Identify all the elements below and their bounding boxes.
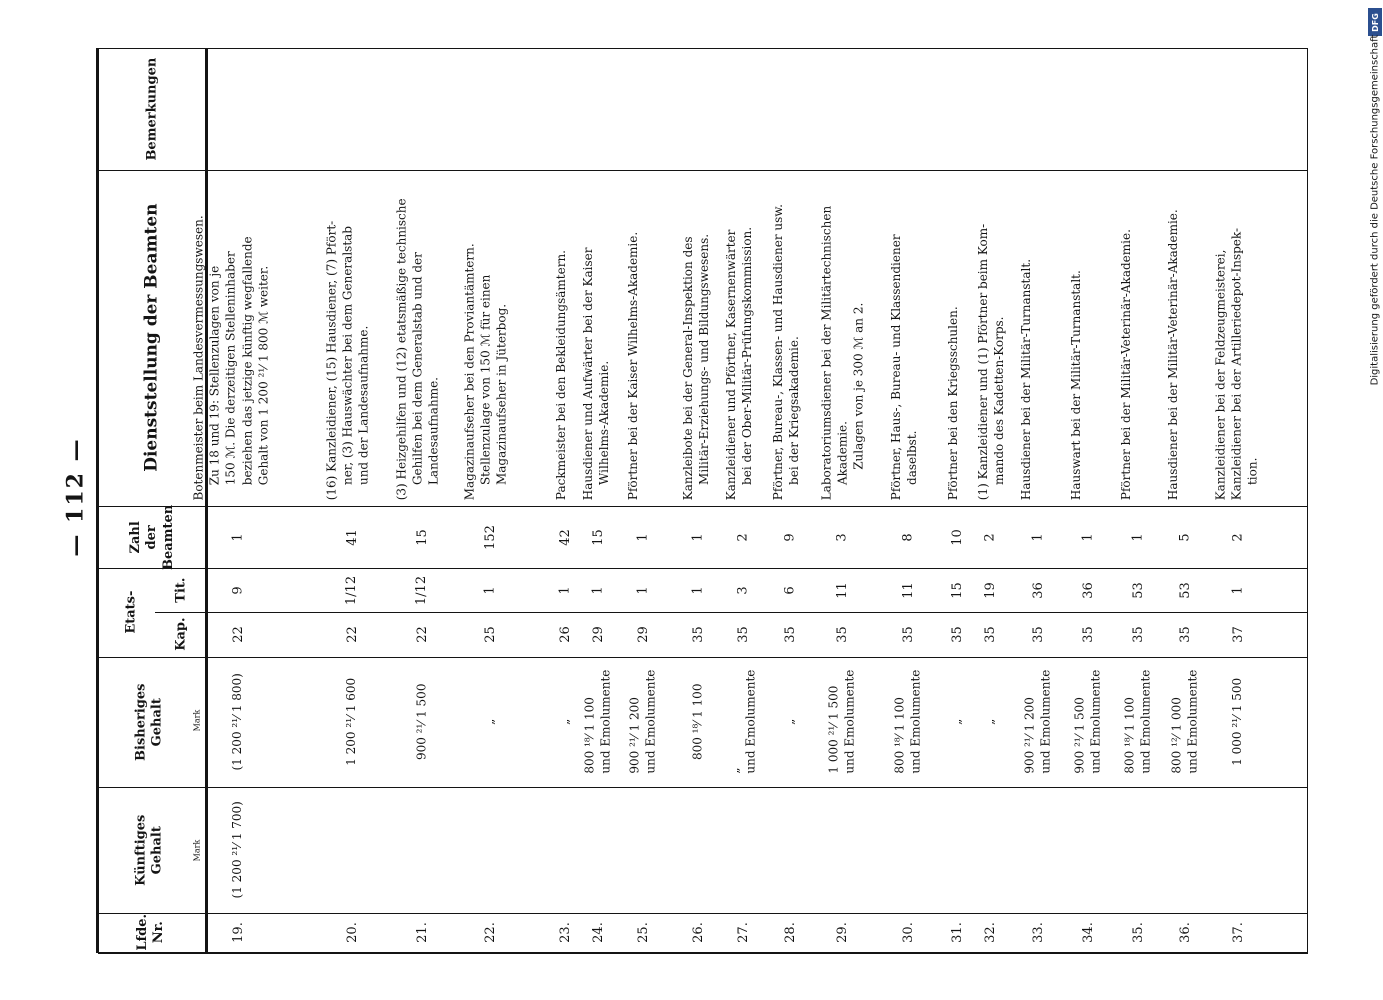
cell-tit: 1/12 — [414, 575, 430, 605]
cell-future — [623, 787, 663, 913]
cell-future — [721, 787, 766, 913]
cell-future — [973, 787, 1008, 913]
cell-nr: 36. — [1177, 922, 1193, 943]
cell-count: 41 — [344, 528, 360, 546]
cell-previous: 1 000 ²¹⁄ 1 500 — [1230, 678, 1245, 766]
cell-previous: „ — [949, 718, 964, 726]
cell-kap: 35 — [1177, 626, 1193, 643]
cell-kap: 37 — [1230, 626, 1246, 643]
cell-count: 10 — [949, 528, 965, 546]
cell-count: 15 — [414, 528, 430, 546]
cell-previous: 800 ¹⁸⁄ 1 100 und Emolumente — [582, 669, 613, 775]
cell-previous: „ — [557, 718, 572, 726]
cell-nr: 33. — [1030, 922, 1046, 943]
cell-previous: „ und Emolumente — [727, 669, 758, 775]
header-kap: Kap. — [173, 617, 189, 652]
header-tit: Tit. — [173, 577, 189, 603]
cell-kap: 35 — [834, 626, 850, 643]
cell-kap: 25 — [482, 626, 498, 643]
cell-future — [460, 787, 520, 913]
cell-nr: 19. — [230, 922, 246, 943]
table-right-border — [1307, 48, 1308, 953]
header-remarks: Bemerkungen — [144, 57, 160, 161]
cell-future — [1211, 787, 1266, 913]
cell-nr: 24. — [590, 922, 606, 943]
cell-nr: 35. — [1130, 922, 1146, 943]
cell-kap: 35 — [949, 626, 965, 643]
header-count: Zahl der Beamten — [128, 504, 176, 570]
cell-tit: 36 — [1080, 581, 1096, 599]
cell-nr: 32. — [982, 922, 998, 943]
cell-future: (1 200 ²¹⁄ 1 700) — [230, 801, 245, 899]
cell-count: 152 — [482, 524, 498, 550]
cell-future — [1116, 787, 1161, 913]
cell-tit: 1/12 — [344, 575, 360, 605]
cell-count: 1 — [1130, 532, 1146, 542]
cell-tit: 36 — [1030, 581, 1046, 599]
cell-previous: 1 000 ²¹⁄ 1 500 und Emolumente — [826, 669, 857, 775]
unit-mark-previous: Mark — [192, 709, 202, 731]
cell-previous: „ — [482, 718, 497, 726]
cell-tit: 6 — [782, 585, 798, 595]
cell-future — [678, 787, 718, 913]
cell-tit: 19 — [982, 581, 998, 599]
cell-future — [886, 787, 931, 913]
header-position: Dienststellung der Beamten — [141, 203, 162, 473]
cell-previous: 1 200 ²¹⁄ 1 600 — [344, 678, 359, 766]
cell-count: 42 — [557, 528, 573, 546]
cell-count: 2 — [982, 532, 998, 542]
cell-nr: 28. — [782, 922, 798, 943]
cell-previous: 800 ¹⁸⁄ 1 100 und Emolumente — [892, 669, 923, 775]
digitization-credit: Digitalisierung gefördert durch die Deutsche Forschungsgemeinschaft — [1369, 34, 1381, 386]
cell-tit: 1 — [1230, 585, 1246, 595]
cell-previous: „ — [982, 718, 997, 726]
table-bottom-rule — [98, 952, 1308, 954]
cell-tit: 1 — [557, 585, 573, 595]
cell-previous: „ — [782, 718, 797, 726]
cell-previous: 900 ²¹⁄ 1 500 und Emolumente — [1072, 669, 1103, 775]
cell-count: 15 — [590, 528, 606, 546]
cell-kap: 35 — [735, 626, 751, 643]
cell-count: 2 — [1230, 532, 1246, 542]
cell-nr: 21. — [414, 922, 430, 943]
cell-future — [392, 787, 452, 913]
cell-tit: 9 — [230, 585, 246, 595]
cell-kap: 29 — [635, 626, 651, 643]
cell-count: 1 — [635, 532, 651, 542]
cell-nr: 29. — [834, 922, 850, 943]
cell-nr: 31. — [949, 922, 965, 943]
cell-count: 5 — [1177, 532, 1193, 542]
cell-future — [551, 787, 579, 913]
cell-future — [768, 787, 813, 913]
cell-future — [943, 787, 971, 913]
cell-tit: 1 — [635, 585, 651, 595]
cell-previous: 900 ²¹⁄ 1 200 und Emolumente — [1022, 669, 1053, 775]
cell-future — [322, 787, 382, 913]
cell-count: 3 — [834, 532, 850, 542]
header-previous-salary: Bisheriges Gehalt — [133, 683, 165, 761]
cell-future — [1016, 787, 1061, 913]
cell-kap: 29 — [590, 626, 606, 643]
cell-previous: 800 ¹²⁄ 1 000 und Emolumente — [1169, 669, 1200, 775]
cell-count: 8 — [900, 532, 916, 542]
cell-count: 1 — [690, 532, 706, 542]
cell-future — [1066, 787, 1111, 913]
cell-count: 2 — [735, 532, 751, 542]
cell-previous: 900 ²¹⁄ 1 200 und Emolumente — [627, 669, 658, 775]
cell-previous: (1 200 ²¹⁄ 1 800) — [230, 673, 245, 771]
cell-nr: 27. — [735, 922, 751, 943]
cell-kap: 26 — [557, 626, 573, 643]
cell-nr: 26. — [690, 922, 706, 943]
cell-tit: 53 — [1177, 581, 1193, 599]
unit-mark-future: Mark — [192, 839, 202, 861]
cell-count: 1 — [230, 532, 246, 542]
cell-tit: 1 — [482, 585, 498, 595]
cell-nr: 22. — [482, 922, 498, 943]
cell-count: 1 — [1080, 532, 1096, 542]
cell-tit: 1 — [690, 585, 706, 595]
cell-kap: 35 — [782, 626, 798, 643]
cell-kap: 35 — [690, 626, 706, 643]
cell-count: 9 — [782, 532, 798, 542]
cell-tit: 11 — [834, 581, 850, 599]
cell-future — [1163, 787, 1208, 913]
cell-tit: 3 — [735, 585, 751, 595]
cell-kap: 35 — [982, 626, 998, 643]
cell-nr: 23. — [557, 922, 573, 943]
cell-kap: 35 — [1130, 626, 1146, 643]
header-future-salary: Künftiges Gehalt — [133, 814, 165, 886]
cell-nr: 37. — [1230, 922, 1246, 943]
cell-nr: 25. — [635, 922, 651, 943]
cell-tit: 15 — [949, 581, 965, 599]
header-etats: Etats- — [123, 590, 139, 635]
cell-tit: 53 — [1130, 581, 1146, 599]
page-number: — 112 — — [62, 437, 89, 557]
cell-kap: 35 — [1030, 626, 1046, 643]
cell-kap: 35 — [900, 626, 916, 643]
cell-tit: 1 — [590, 585, 606, 595]
cell-nr: 30. — [900, 922, 916, 943]
cell-previous: 900 ²¹⁄ 1 500 — [414, 683, 429, 761]
cell-kap: 22 — [344, 626, 360, 643]
table-top-rule — [98, 48, 1308, 49]
header-lfd-nr: Lfde. Nr. — [135, 914, 167, 951]
cell-kap: 22 — [230, 626, 246, 643]
cell-previous: 800 ¹⁸⁄ 1 100 und Emolumente — [1122, 669, 1153, 775]
dfg-logo-icon: DFG — [1368, 8, 1382, 36]
cell-future — [817, 787, 867, 913]
cell-future — [578, 787, 618, 913]
cell-previous: 800 ¹⁸⁄ 1 100 — [690, 683, 705, 761]
cell-count: 1 — [1030, 532, 1046, 542]
table-left-border — [96, 48, 99, 953]
cell-nr: 34. — [1080, 922, 1096, 943]
cell-kap: 35 — [1080, 626, 1096, 643]
cell-tit: 11 — [900, 581, 916, 599]
cell-nr: 20. — [344, 922, 360, 943]
cell-kap: 22 — [414, 626, 430, 643]
